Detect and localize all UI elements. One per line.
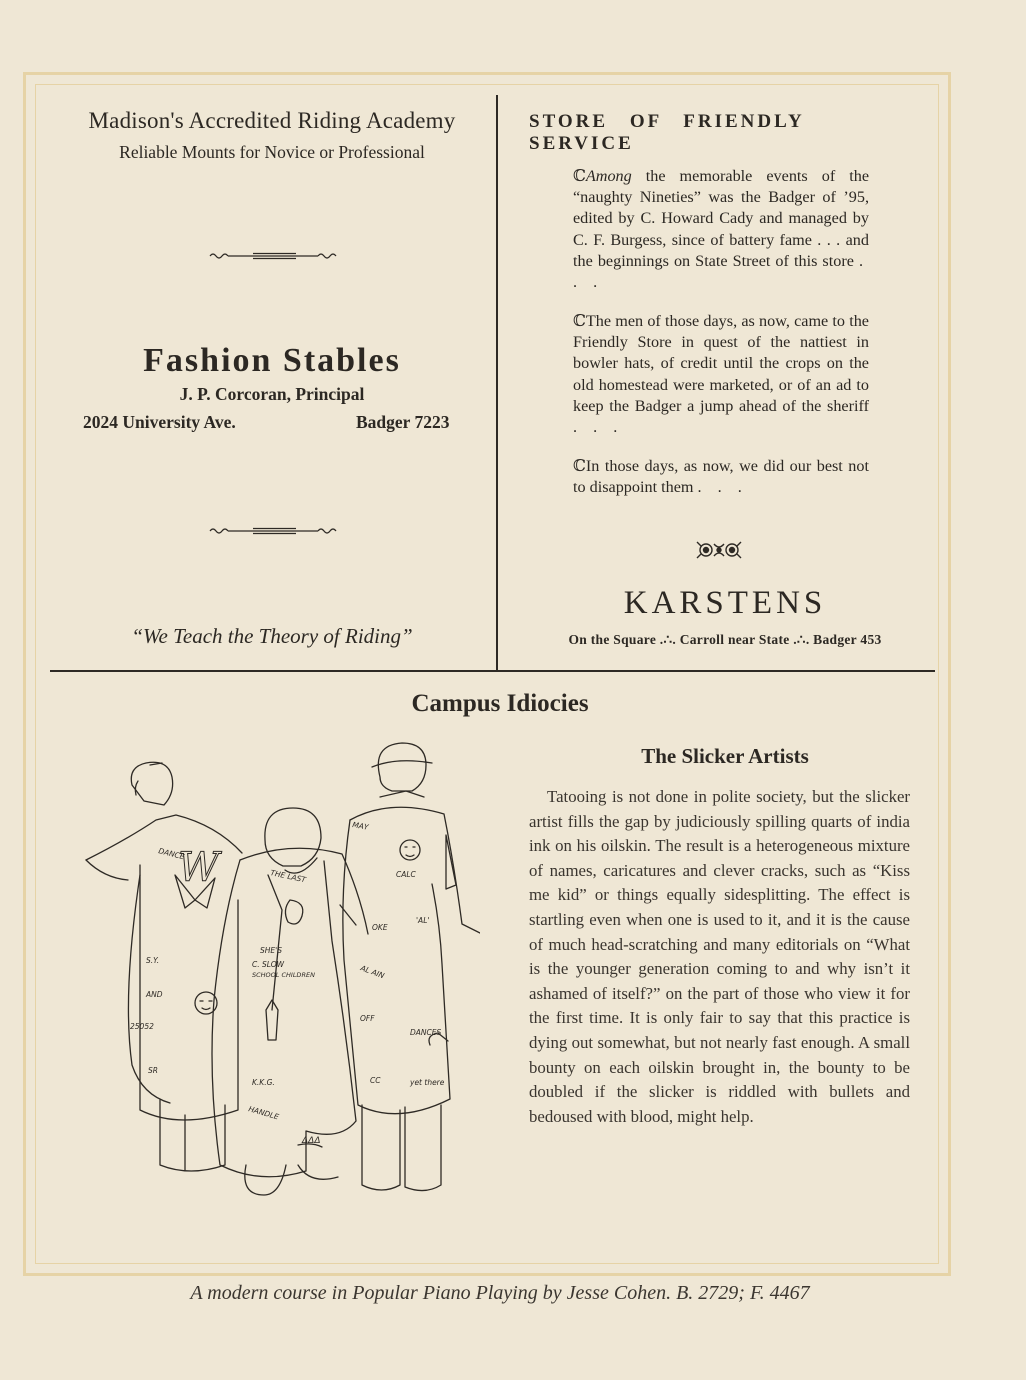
- svg-text:SHE'S: SHE'S: [260, 946, 282, 955]
- paragraph-mark-icon: ℂ: [573, 457, 586, 475]
- flourish-divider-top-icon: [208, 249, 340, 263]
- svg-text:K.K.G.: K.K.G.: [252, 1078, 275, 1087]
- svg-text:yet there: yet there: [410, 1078, 445, 1087]
- horizontal-divider: [50, 670, 935, 672]
- store-paragraph-2-text: The men of those days, as now, came to the Friendly Store in quest of the nattiest in bowler hats, of credit until the crops on the old homestead were marketed, or of an ad to keep the Badger a jump ahead of the sheriff: [573, 312, 869, 415]
- svg-text:DANCE: DANCE: [157, 846, 186, 862]
- paragraph-mark-icon: ℂ: [573, 312, 586, 330]
- article-subtitle: The Slicker Artists: [641, 744, 809, 768]
- trailing-dots: . . .: [697, 478, 748, 497]
- svg-text:DANCES: DANCES: [410, 1028, 442, 1037]
- trailing-dots: . . .: [573, 251, 870, 292]
- article-title: Campus Idiocies: [411, 690, 589, 717]
- svg-text:S.Y.: S.Y.: [146, 956, 160, 965]
- store-paragraph-3-text: In those days, as now, we did our best not to disappoint them: [573, 457, 869, 497]
- store-paragraph-1: [573, 166, 869, 293]
- svg-text:CC: CC: [370, 1076, 381, 1085]
- slicker-artists-illustration: [80, 735, 480, 1200]
- store-name: KARSTENS: [623, 585, 827, 621]
- footer-advertisement: A modern course in Popular Piano Playing by Jesse Cohen. B. 2729; F. 4467: [190, 1282, 810, 1304]
- article-body: Tatooing is not done in polite society, but the slicker artist fills the gap by judiciously spilling quarts of india ink on his oilskin. The result is a heterogeneous mixture of names, caricatures and clever cracks, such as “Kiss me kid” or things equally sidesplitting. The effect is startling even when one is used to it, and it is the cause of much head-scratching and many editorials on “What is the younger generation coming to and why isn’t it ashamed of itself?” on the part of those who view it for the first time. It is only fair to say that this practice is dying out somewhat, but not nearly fast enough. A small bounty on each oilskin brought in, the bounty to be doubled if the slicker is riddled with bullets and bedoused with blood, might help.: [529, 787, 910, 1126]
- stables-address: 2024 University Ave.: [83, 412, 236, 432]
- svg-text:AL AIN: AL AIN: [359, 963, 386, 981]
- stables-motto: “We Teach the Theory of Riding”: [131, 624, 413, 648]
- svg-text:SR: SR: [148, 1066, 158, 1075]
- paragraph-mark-icon: ℂ: [573, 167, 586, 185]
- store-paragraph-1-lead: Among: [585, 167, 632, 185]
- svg-text:SCHOOL CHILDREN: SCHOOL CHILDREN: [252, 971, 315, 979]
- store-paragraph-3: [573, 456, 869, 498]
- academy-subtitle: Reliable Mounts for Novice or Professional: [119, 142, 425, 162]
- store-address: On the Square .∴. Carroll near State .∴. Badger 453: [568, 632, 882, 647]
- svg-text:THE LAST: THE LAST: [269, 868, 307, 885]
- svg-text:25052: 25052: [130, 1022, 154, 1031]
- stables-phone: Badger 7223: [356, 412, 450, 432]
- flourish-divider-bottom-icon: [208, 524, 340, 538]
- svg-text:OFF: OFF: [360, 1014, 375, 1023]
- svg-text:OKE: OKE: [372, 923, 388, 932]
- svg-text:W: W: [178, 845, 220, 891]
- svg-text:CALC: CALC: [396, 870, 416, 879]
- academy-title: Madison's Accredited Riding Academy: [88, 108, 456, 133]
- svg-text:'AL': 'AL': [416, 916, 430, 925]
- trailing-dots: . . .: [573, 418, 624, 437]
- svg-text:C. SLOW: C. SLOW: [252, 960, 285, 969]
- svg-text:MAY: MAY: [351, 820, 370, 832]
- store-paragraph-2: [573, 311, 869, 438]
- store-heading: STORE OF FRIENDLY SERVICE: [529, 111, 805, 154]
- floral-ornament-icon: [693, 538, 745, 562]
- vertical-divider: [496, 95, 498, 670]
- store-paragraph-1-text: the memorable events of the “naughty Nineties” was the Badger of ’95, edited by C. Howard Cady and managed by C. F. Burgess, since of battery fame . . . and the beginnings on State Street of this store: [573, 167, 869, 270]
- svg-text:AND: AND: [146, 990, 163, 999]
- stables-principal: J. P. Corcoran, Principal: [179, 384, 365, 404]
- stables-name: Fashion Stables: [143, 342, 401, 379]
- svg-text:ΔΔΔ: ΔΔΔ: [302, 1136, 321, 1146]
- svg-text:HANDLE: HANDLE: [247, 1104, 280, 1122]
